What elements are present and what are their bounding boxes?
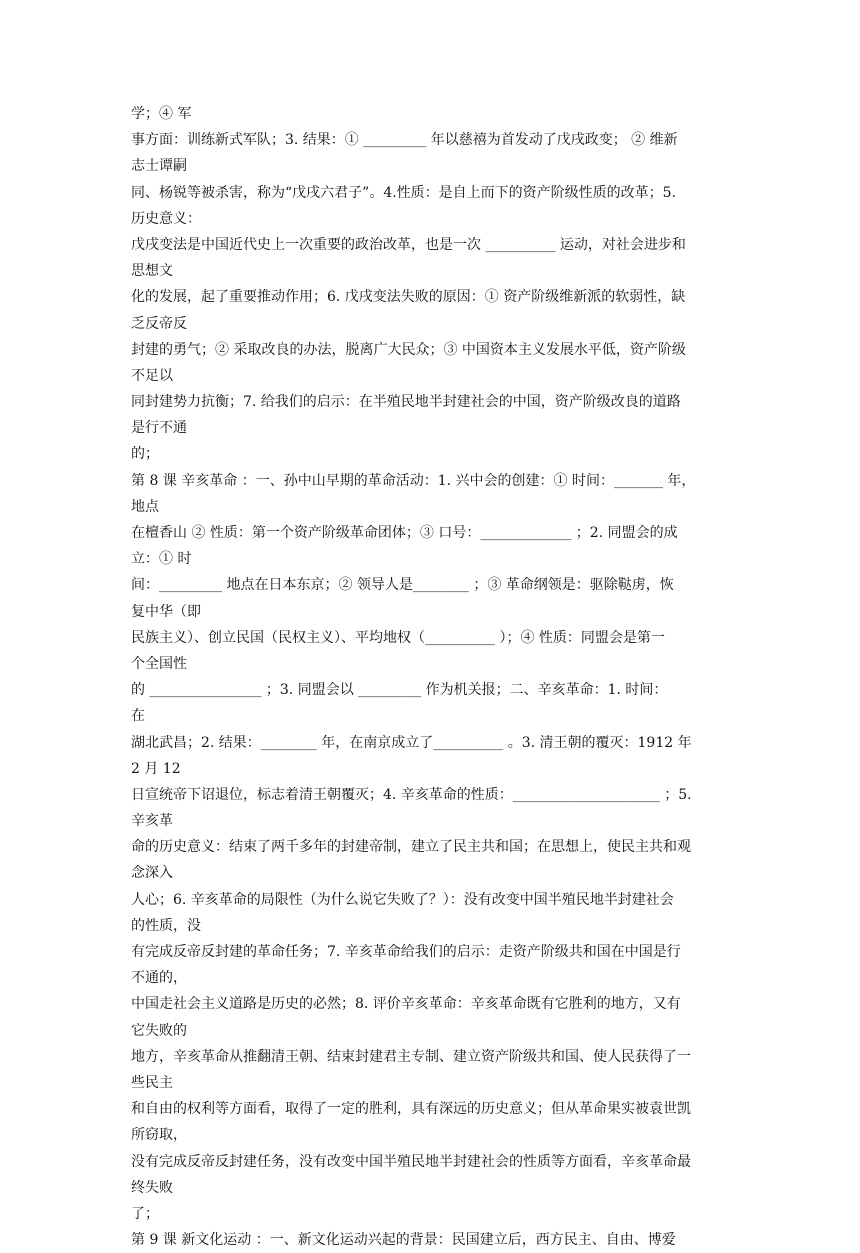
text-line: 了； — [131, 1205, 159, 1222]
text-line: 化的发展，起了重要推动作用；6. 戊戌变法失败的原因：① 资产阶级维新派的软弱性，缺 — [131, 289, 686, 306]
text-line: 湖北武昌；2. 结果：________ 年，在南京成立了__________ 。3. 清王朝的覆灭：1912 年 — [131, 734, 692, 751]
text-line: 些民主 — [131, 1074, 173, 1091]
text-line: 的性质，没 — [131, 917, 201, 934]
lesson-8-heading-line: 第 8 课 辛亥革命 ：一、孙中山早期的革命活动：1. 兴中会的创建：① 时间：_______ 年， — [131, 472, 696, 489]
text-line: 间：_________ 地点在日本东京；② 领导人是________ ；③ 革命纲领是：驱除鞑虏，恢 — [131, 577, 674, 594]
text-line: 复中华（即 — [131, 603, 201, 620]
text-line: 地点 — [131, 498, 159, 515]
text-line: 它失败的 — [131, 1022, 187, 1039]
lesson-9-heading-line: 第 9 课 新文化运动 ：一、新文化运动兴起的背景：民国建立后，西方民主、自由、博爱 — [131, 1232, 676, 1249]
text-line: 有完成反帝反封建的革命任务；7. 辛亥革命给我们的启示：走资产阶级共和国在中国是行 — [131, 944, 681, 960]
text-line: 同封建势力抗衡；7. 给我们的启示：在半殖民地半封建社会的中国，资产阶级改良的道路 — [131, 394, 681, 411]
text-line: 民族主义）、创立民国（民权主义）、平均地权（__________ ）；④ 性质：同盟会是第一 — [131, 629, 665, 646]
text-line: 辛亥革 — [131, 813, 173, 830]
text-line: 历史意义： — [131, 210, 201, 227]
text-line: 学；④ 军 — [131, 106, 192, 122]
text-line: 地方，辛亥革命从推翻清王朝、结束封建君主专制、建立资产阶级共和国、使人民获得了一 — [131, 1048, 691, 1065]
text-line: 日宣统帝下诏退位，标志着清王朝覆灭；4. 辛亥革命的性质：_____________________ ；5. — [131, 786, 692, 803]
text-line: 命的历史意义：结束了两千多年的封建帝制，建立了民主共和国；在思想上，使民主共和观 — [131, 839, 691, 856]
text-line: 在檀香山 ② 性质：第一个资产阶级革命团体；③ 口号：_____________ ；2. 同盟会的成 — [131, 525, 678, 541]
text-line: 2 月 12 — [131, 760, 181, 777]
text-line: 所窃取， — [131, 1127, 187, 1144]
text-line: 的 ________________ ；3. 同盟会以 _________ 作为机关报；二、辛亥革命：1. 时间： — [131, 682, 668, 699]
text-line: 事方面：训练新式军队；3. 结果：① _________ 年以慈禧为首发动了戊戌政变； ② 维新 — [131, 132, 678, 149]
text-line: 封建的勇气；② 采取改良的办法，脱离广大民众；③ 中国资本主义发展水平低，资产阶级 — [131, 341, 686, 358]
text-line: 和自由的权利等方面看，取得了一定的胜利，具有深远的历史意义；但从革命果实被袁世凯 — [131, 1101, 691, 1118]
text-line: 戊戌变法是中国近代史上一次重要的政治改革，也是一次 __________ 运动，对社会进步和 — [131, 236, 686, 253]
text-line: 人心；6. 辛亥革命的局限性（为什么说它失败了？）：没有改变中国半殖民地半封建社会 — [131, 891, 674, 908]
text-line: 个全国性 — [131, 655, 187, 672]
text-line: 不通的， — [131, 970, 187, 987]
text-line: 中国走社会主义道路是历史的必然；8. 评价辛亥革命：辛亥革命既有它胜利的地方，又有 — [131, 996, 681, 1013]
text-line: 念深入 — [131, 865, 173, 882]
text-line: 没有完成反帝反封建任务，没有改变中国半殖民地半封建社会的性质等方面看，辛亥革命最 — [131, 1153, 691, 1170]
text-line: 思想文 — [131, 263, 173, 280]
text-line: 志士谭嗣 — [131, 158, 187, 175]
text-line: 是行不通 — [131, 420, 187, 437]
text-line: 同、杨锐等被杀害，称为“戊戌六君子”。4.性质：是自上而下的资产阶级性质的改革；5. — [131, 184, 677, 201]
text-line: 在 — [131, 708, 145, 725]
document-page — [131, 101, 736, 1253]
text-line: 不足以 — [131, 367, 173, 384]
text-line: 的； — [131, 446, 159, 463]
text-line: 乏反帝反 — [131, 315, 187, 332]
text-line: 立：① 时 — [131, 551, 192, 568]
text-line: 终失败 — [131, 1179, 173, 1196]
